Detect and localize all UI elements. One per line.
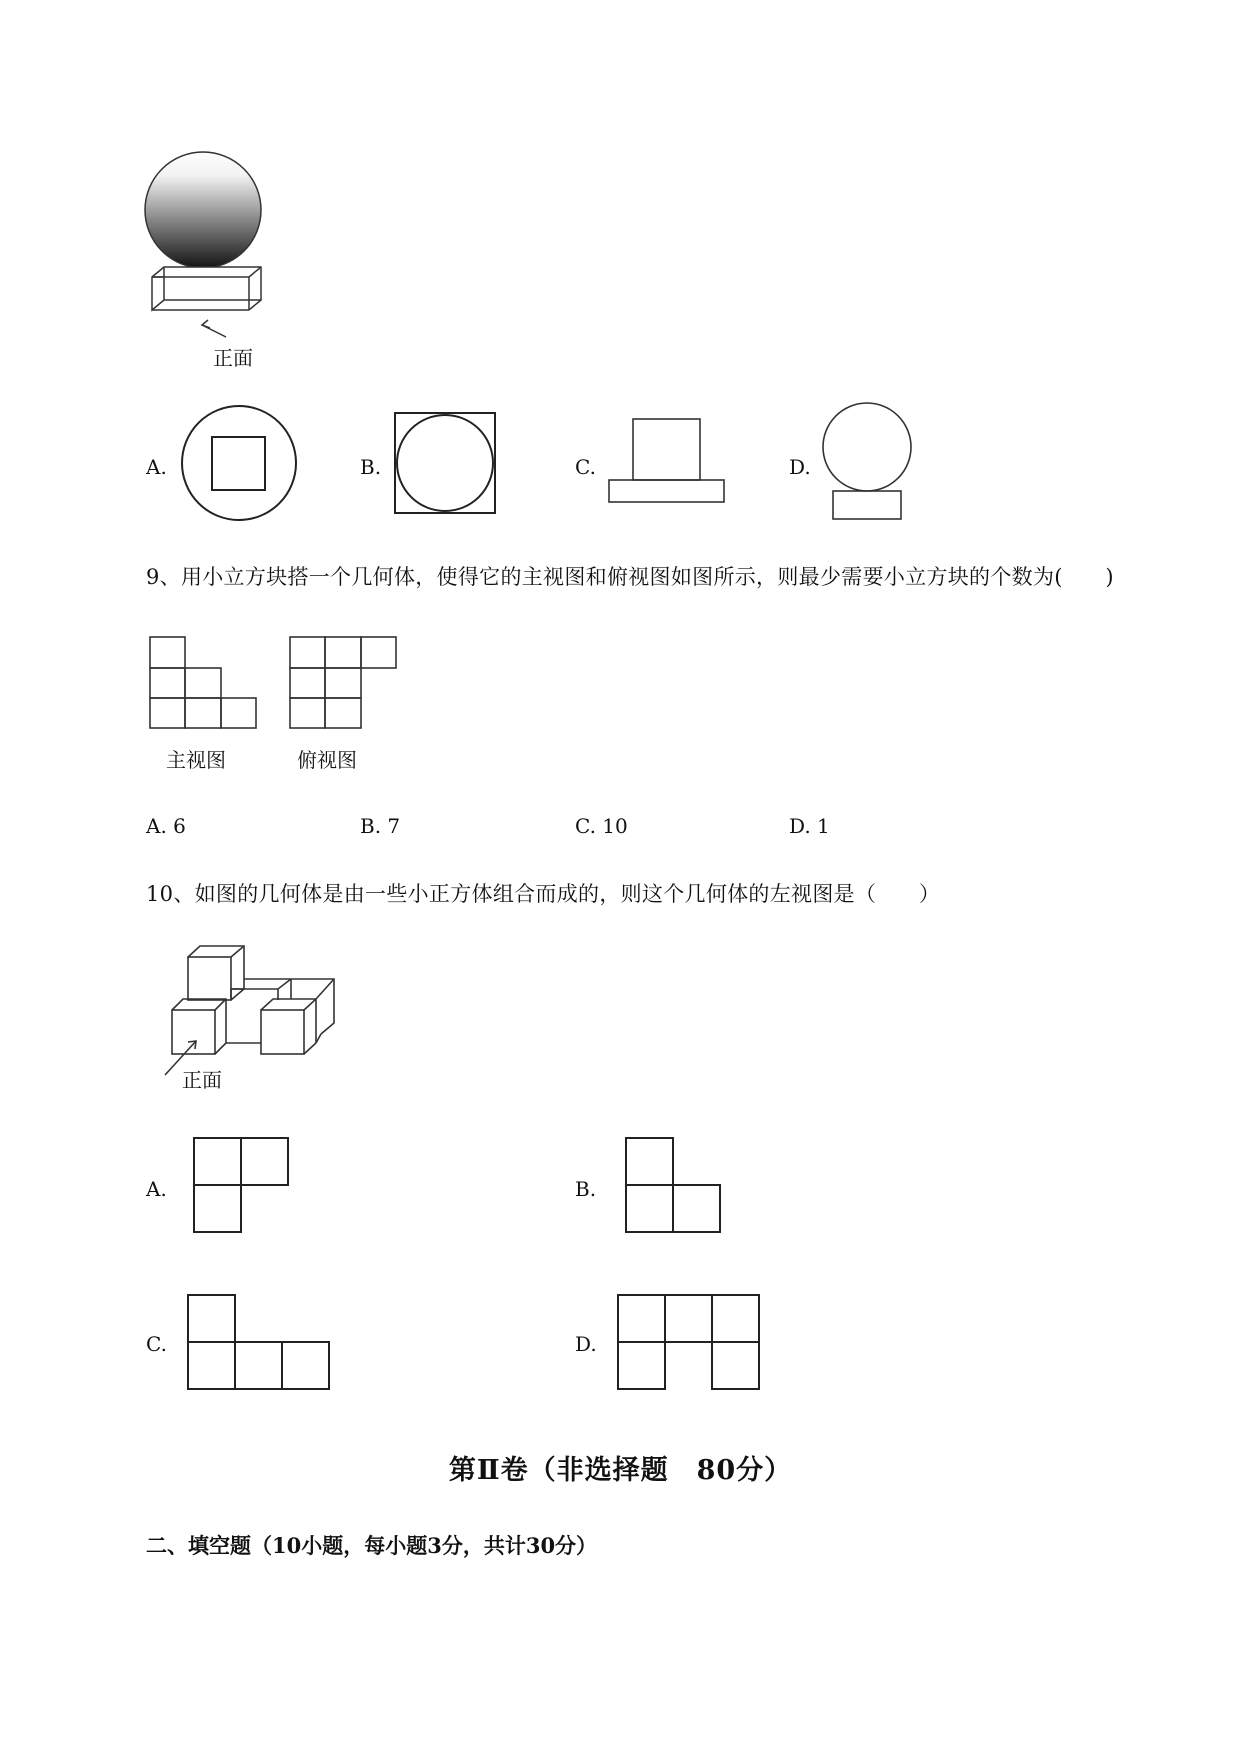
q9-option-d: D. 1 [789,814,830,838]
q10-option-c-figure [187,1294,332,1392]
top-view-caption: 俯视图 [297,748,357,772]
q9-top-view-figure [289,636,399,731]
q9-option-c: C. 10 [575,814,628,838]
q10-option-d-label: D. [575,1332,597,1356]
part-ii-title: 第Ⅱ卷（非选择题 80分） [448,1455,793,1486]
q8-option-a-figure [180,404,300,524]
q10-option-d-figure [617,1294,762,1392]
q10-question-text: 10、如图的几何体是由一些小正方体组合而成的，则这个几何体的左视图是（ ） [146,882,941,906]
q8-option-b-label: B. [360,455,382,479]
q10-front-direction-label: 正面 [182,1068,222,1092]
front-direction-label: 正面 [213,346,253,370]
q10-option-c-label: C. [146,1332,167,1356]
q8-option-c-figure [608,418,726,504]
q8-option-d-figure [822,401,916,521]
q10-option-b-figure [625,1137,723,1235]
q10-cube-stack-figure [150,938,350,1088]
q9-option-a: A. 6 [146,814,186,838]
q10-option-a-label: A. [146,1177,167,1201]
q10-option-b-label: B. [575,1177,597,1201]
q9-question-text: 9、用小立方块搭一个几何体，使得它的主视图和俯视图如图所示，则最少需要小立方块的个数为( ) [146,565,1114,589]
q8-option-a-label: A. [146,455,167,479]
q8-option-b-figure [394,412,496,514]
q10-option-a-figure [193,1137,291,1235]
section-fill-in-blank-heading: 二、填空题（10小题，每小题3分，共计30分） [146,1533,598,1558]
q8-option-c-label: C. [575,455,596,479]
q9-front-view-figure [149,636,259,731]
q8-option-d-label: D. [789,455,811,479]
q9-option-b: B. 7 [360,814,401,838]
front-view-caption: 主视图 [166,748,226,772]
